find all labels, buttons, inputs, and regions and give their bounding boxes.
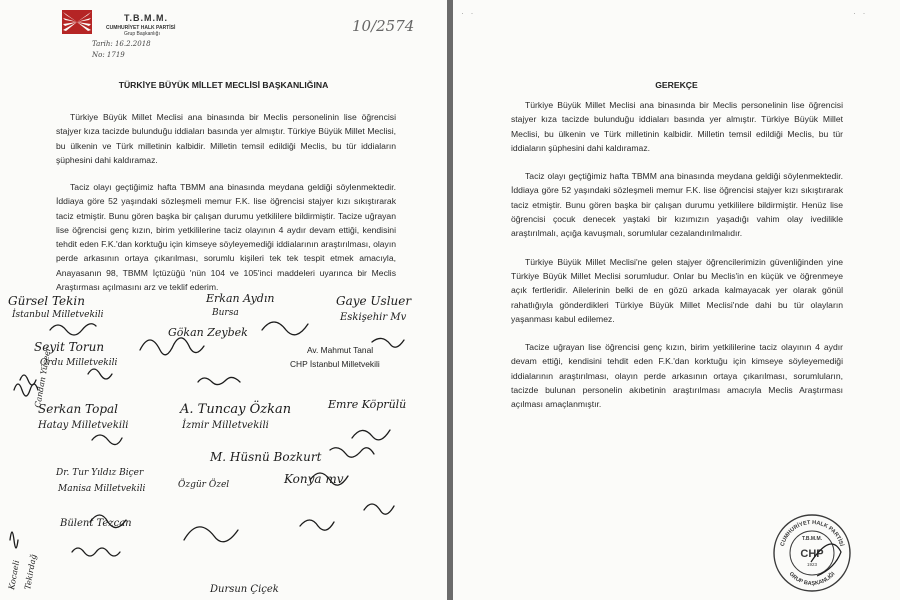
chp-logo-icon [62,10,92,34]
rationale-paragraph-1: Türkiye Büyük Millet Meclisi ana binasında bir Meclis personelinin lise öğrencisi stajyer kıza tacizde bulunduğu iddiaları basında yer almıştır. Türkiye Büyük Millet Meclisi, bu ülkenin ve Türk milletinin kalbidir. Milletin temsil edildiği Meclis, bu tür iddiaların şüphesini dahi kaldıramaz. [511,100,843,153]
rationale-paragraph-3: Türkiye Büyük Millet Meclisi'ne gelen stajyer öğrencilerimizin güvenliğinden yine Türkiye Büyük Millet Meclisi sorumludur. Onlar bu Meclis'in en küçük ve öğrenmeye açık fertleridir. Ailelerinin belki de en gözü arkada kalmayacak yer olarak gönül rahatlığıyla gönderdikleri Türkiye Büyük Millet Meclisi'nde dahi bu tür olayların yaşanması kabul edilemez. [511,256,843,324]
side-handwriting [7,345,53,591]
signature: İstanbul Milletvekili [12,310,104,320]
svg-text:CUMHURİYET HALK PARTİSİ: CUMHURİYET HALK PARTİSİ [779,519,845,548]
document-page-left [0,0,447,600]
signature: İzmir Milletvekili [182,420,269,431]
stamp-party: CUMHURİYET HALK PARTİSİ [106,25,176,31]
stamp-number: No: 1719 [92,51,125,59]
rationale-body [511,98,843,426]
rationale-paragraph-4: Tacize uğrayan lise öğrencisi genç kızın, birim yetkililerine taciz olayının 4 aydır devam ettiği, kendisini tehdit eden F.K.'dan korktuğu için kimseye söyleyemediği iddialarının araştırılması, olayın perde arkasının ortaya çıkarılması, sorumluların, tacizde bulunan personelin akıbetinin araştırılması amacıyla Meclis Araştırması açılması amaçlanmıştır. [511,342,843,410]
rationale-title: GEREKÇE [655,80,698,90]
left-paragraph-1: Türkiye Büyük Millet Meclisi ana binasında bir Meclis personelinin lise öğrencisi stajyer kıza tacizde bulunduğu iddiaları basında yer almıştır. Türkiye Büyük Millet Meclisi, bu ülkenin ve Türk milletinin kalbidir. Milletin temsil edildiği Meclis, bu tür iddiaların şüphesini dahi kaldıramaz. [56,112,396,165]
svg-text:GRUP BAŞKANLIĞI: GRUP BAŞKANLIĞI [787,571,837,588]
signature: Ordu Milletvekili [40,358,118,368]
signature: A. Tuncay Özkan [180,402,292,417]
signature: Bülent Tezcan [60,518,132,529]
svg-text:T.B.M.M.: T.B.M.M. [802,536,822,542]
signature: Dursun Çiçek [210,584,279,595]
party-stamp [62,10,212,62]
signature: Eskişehir Mv [340,312,407,323]
signature-area [0,290,447,600]
signature: Manisa Milletvekili [58,484,146,494]
signature: M. Hüsnü Bozkurt [210,450,322,464]
signature: Dr. Tur Yıldız Biçer [56,468,144,478]
scan-dots: · · [461,8,476,18]
signature: Erkan Aydın [206,292,275,305]
signature: Gökan Zeybek [168,326,248,339]
signature: Özgür Özel [178,480,230,490]
document-page-right [453,0,900,600]
sponsor-name: Av. Mahmut Tanal [307,345,374,355]
svg-text:Tekirdağ: Tekirdağ [23,553,39,591]
svg-text:CHP: CHP [800,548,824,560]
handwritten-file-number: 10/2574 [352,17,415,35]
signature: Konya mv [284,472,344,486]
signature: Emre Köprülü [328,398,407,411]
stamp-org: T.B.M.M. [124,13,168,23]
document-title: TÜRKİYE BÜYÜK MİLLET MECLİSİ BAŞKANLIĞINA [118,80,329,90]
signature: Hatay Milletvekili [38,420,129,431]
left-paragraph-2: Taciz olayı geçtiğimiz hafta TBMM ana binasında meydana geldiği söylenmektedir. İddiaya göre 52 yaşındaki sözleşmeli memur F.K. lise öğrencisi stajyer kızı sıkıştırarak taciz etmiştir. Bunu gören başka bir çalışan durumu yetkililere bildirmiştir. Tacize uğrayan lise öğrencisi genç kızın, birim yetkililerine taciz olayının 4 aydır devam ettiği, kendisini tehdit eden F.K.'dan korktuğu için kimseye söyleyemediği iddialarının araştırılması, olayın perde arkasının ortaya çıkarılması, sorumlu kişileri tek tek tespit etmek amacıyla, Anayasanın 98, TBMM İçtüzüğü 'nün 104 ve 105'inci maddeleri uyarınca bir Meclis Araştırması açılmasını arz ve teklif ederim. [56,182,396,293]
signature: Gaye Usluer [336,294,412,308]
stamp-group: Grup Başkanlığı [124,31,160,37]
scan-dots: · · [853,8,868,18]
svg-text:Kocaeli: Kocaeli [7,559,22,591]
signature: Gürsel Tekin [8,294,85,308]
stamp-date: Tarih: 16.2.2018 [92,40,151,48]
signature: Bursa [212,308,239,318]
signature: Serkan Topal [38,402,118,416]
signature-scribbles [0,290,447,600]
sponsor-title: CHP İstanbul Milletvekili [290,359,380,369]
rationale-paragraph-2: Taciz olayı geçtiğimiz hafta TBMM ana binasında meydana geldiği söylenmektedir. İddiaya göre 52 yaşındaki sözleşmeli memur F.K. lise öğrencisi stajyer kızı sıkıştırarak taciz etmiştir. Bunu gören başka bir çalışan durumu yetkililere bildirmiştir. Henüz lise öğrencisi çocuk denecek yaştaki bir kızımızın yaşadığı vahim olay ivedilikle araştırılmalı, açığa kavuşmalı, sorumlular cezalandırılmalıdır. [511,171,843,239]
svg-text:1923: 1923 [806,562,818,567]
signature: Seyit Torun [34,340,105,354]
svg-text:Candan Yüceer: Candan Yüceer [33,346,53,409]
party-seal-icon [771,512,853,594]
